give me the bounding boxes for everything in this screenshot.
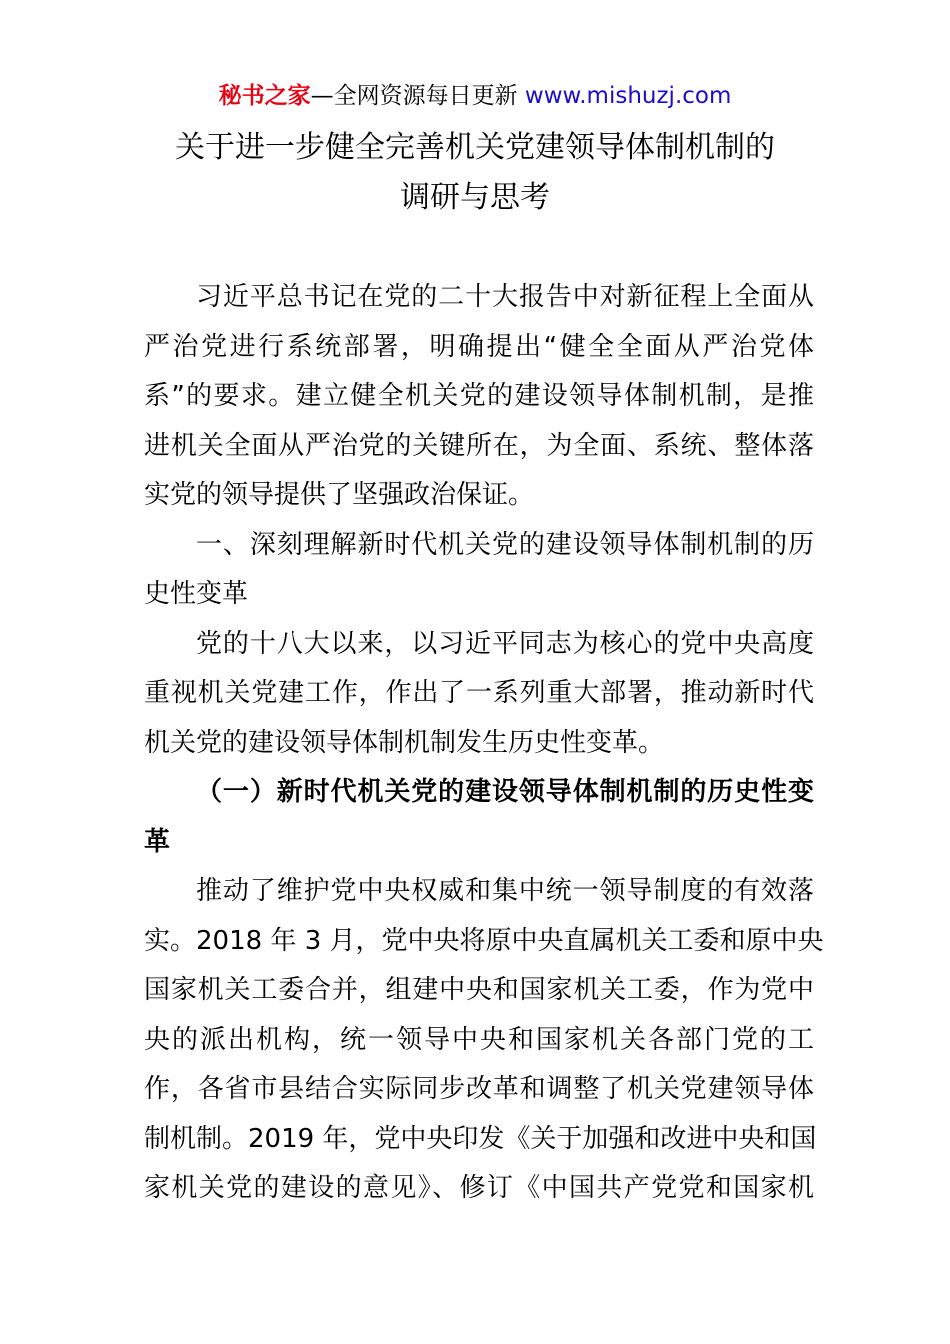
section-heading-line: 一、深刻理解新时代机关党的建设领导体制机制的历	[196, 529, 814, 560]
body-line: 进机关全面从严治党的关键所在，为全面、系统、整体落	[144, 430, 814, 461]
body-line: 家机关党的建设的意见》、修订《中国共产党党和国家机	[144, 1173, 814, 1203]
body-line: 实。2018 年 3 月，党中央将原中央直属机关工委和原中央	[144, 925, 824, 956]
body-line: 央的派出机构，统一领导中央和国家机关各部门党的工	[144, 1024, 814, 1055]
subsection-heading-line: （一）新时代机关党的建设领导体制机制的历史性变	[196, 777, 814, 807]
site-tagline: —全网资源每日更新	[310, 83, 518, 109]
document-title-line-1: 关于进一步健全完善机关党建领导体制机制的	[175, 130, 775, 165]
body-line: 制机制。2019 年，党中央印发《关于加强和改进中央和国	[144, 1123, 817, 1154]
body-line: 国家机关工委合并，组建中央和国家机关工委，作为党中	[144, 975, 814, 1005]
body-line: 实党的领导提供了坚强政治保证。	[144, 480, 535, 510]
section-heading-line: 史性变革	[144, 579, 249, 609]
body-line: 作，各省市县结合实际同步改革和调整了机关党建领导体	[144, 1074, 814, 1104]
body-line: 习近平总书记在党的二十大报告中对新征程上全面从	[196, 282, 814, 312]
body-line: 推动了维护党中央权威和集中统一领导制度的有效落	[196, 876, 814, 906]
body-line: 重视机关党建工作，作出了一系列重大部署，推动新时代	[144, 678, 814, 708]
subsection-heading-line: 革	[144, 826, 171, 857]
body-line: 机关党的建设领导体制机制发生历史性变革。	[144, 727, 665, 758]
site-url-link[interactable]: www.mishuzj.com	[524, 83, 732, 109]
body-line: 系”的要求。建立健全机关党的建设领导体制机制，是推	[144, 381, 814, 411]
document-title-line-2: 调研与思考	[400, 180, 550, 215]
body-line: 严治党进行系统部署，明确提出“健全全面从严治党体	[144, 331, 814, 362]
body-line: 党的十八大以来，以习近平同志为核心的党中央高度	[196, 628, 814, 659]
site-brand: 秘书之家	[218, 83, 311, 109]
document-body	[144, 273, 824, 1214]
site-header	[0, 80, 950, 112]
